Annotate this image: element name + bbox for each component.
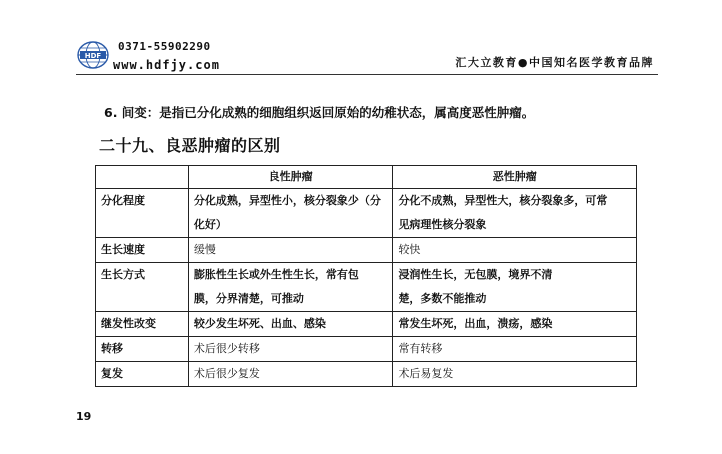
cell-line: 常有转移: [398, 342, 443, 355]
row-label: 分化程度: [96, 189, 189, 238]
cell-line: 术后很少复发: [193, 367, 260, 380]
malignant-cell: [393, 362, 637, 387]
table-row: [96, 263, 637, 312]
cell-line: 术后很少转移: [193, 342, 260, 355]
row-label: 生长方式: [96, 263, 189, 312]
page-number: 19: [76, 410, 92, 423]
phone-number: 0371-55902290: [118, 40, 211, 53]
benign-cell: [188, 337, 393, 362]
cell-line: 膨胀性生长或外生性生长，常有包: [193, 268, 359, 281]
cell-line: 术后易复发: [398, 367, 454, 380]
cell-line: 膜，分界清楚，可推动: [193, 292, 304, 305]
website-url: www.hdfjy.com: [113, 58, 220, 72]
table-row: [96, 238, 637, 263]
malignant-cell: [393, 337, 637, 362]
table-row: [96, 189, 637, 238]
benign-cell: [188, 312, 393, 337]
cell-line: 楚，多数不能推动: [398, 292, 487, 305]
benign-cell: [188, 362, 393, 387]
cell-line: 常发生坏死，出血，溃疡，感染: [398, 317, 553, 330]
tumor-comparison-table: [95, 165, 637, 387]
table-row: [96, 312, 637, 337]
section-heading: 二十九、良恶肿瘤的区别: [99, 136, 281, 155]
benign-cell: [188, 189, 393, 238]
row-label: 转移: [96, 337, 189, 362]
row-label: 复发: [96, 362, 189, 387]
row-label: 生长速度: [96, 238, 189, 263]
cell-line: 浸润性生长，无包膜，境界不清: [398, 268, 553, 281]
logo-text: HDF: [84, 51, 102, 60]
benign-cell: [188, 238, 393, 263]
item-6-text: 6. 间变：是指已分化成熟的细胞组织返回原始的幼稚状态，属高度恶性肿瘤。: [104, 105, 535, 120]
header-cell-benign: 良性肿瘤: [188, 166, 393, 189]
cell-line: 分化成熟，异型性小，核分裂象少（分: [193, 194, 381, 207]
header-cell-malignant: 恶性肿瘤: [393, 166, 637, 189]
malignant-cell: [393, 263, 637, 312]
header-divider: [76, 74, 658, 75]
cell-line: 分化不成熟，异型性大，核分裂象多，可常: [398, 194, 608, 207]
header-cell-empty: [96, 166, 189, 189]
cell-line: 化好）: [193, 218, 227, 231]
table-header-row: [96, 166, 637, 189]
cell-line: 较少发生坏死、出血、感染: [193, 317, 326, 330]
hdf-globe-logo-icon: [76, 40, 110, 70]
malignant-cell: [393, 238, 637, 263]
benign-cell: [188, 263, 393, 312]
table-row: [96, 337, 637, 362]
table-row: [96, 362, 637, 387]
malignant-cell: [393, 189, 637, 238]
cell-line: 见病理性核分裂象: [398, 218, 487, 231]
cell-line: 较快: [398, 243, 421, 256]
cell-line: 缓慢: [193, 243, 216, 256]
row-label: 继发性改变: [96, 312, 189, 337]
org-name: 汇大立教育●中国知名医学教育品牌: [455, 56, 654, 69]
malignant-cell: [393, 312, 637, 337]
